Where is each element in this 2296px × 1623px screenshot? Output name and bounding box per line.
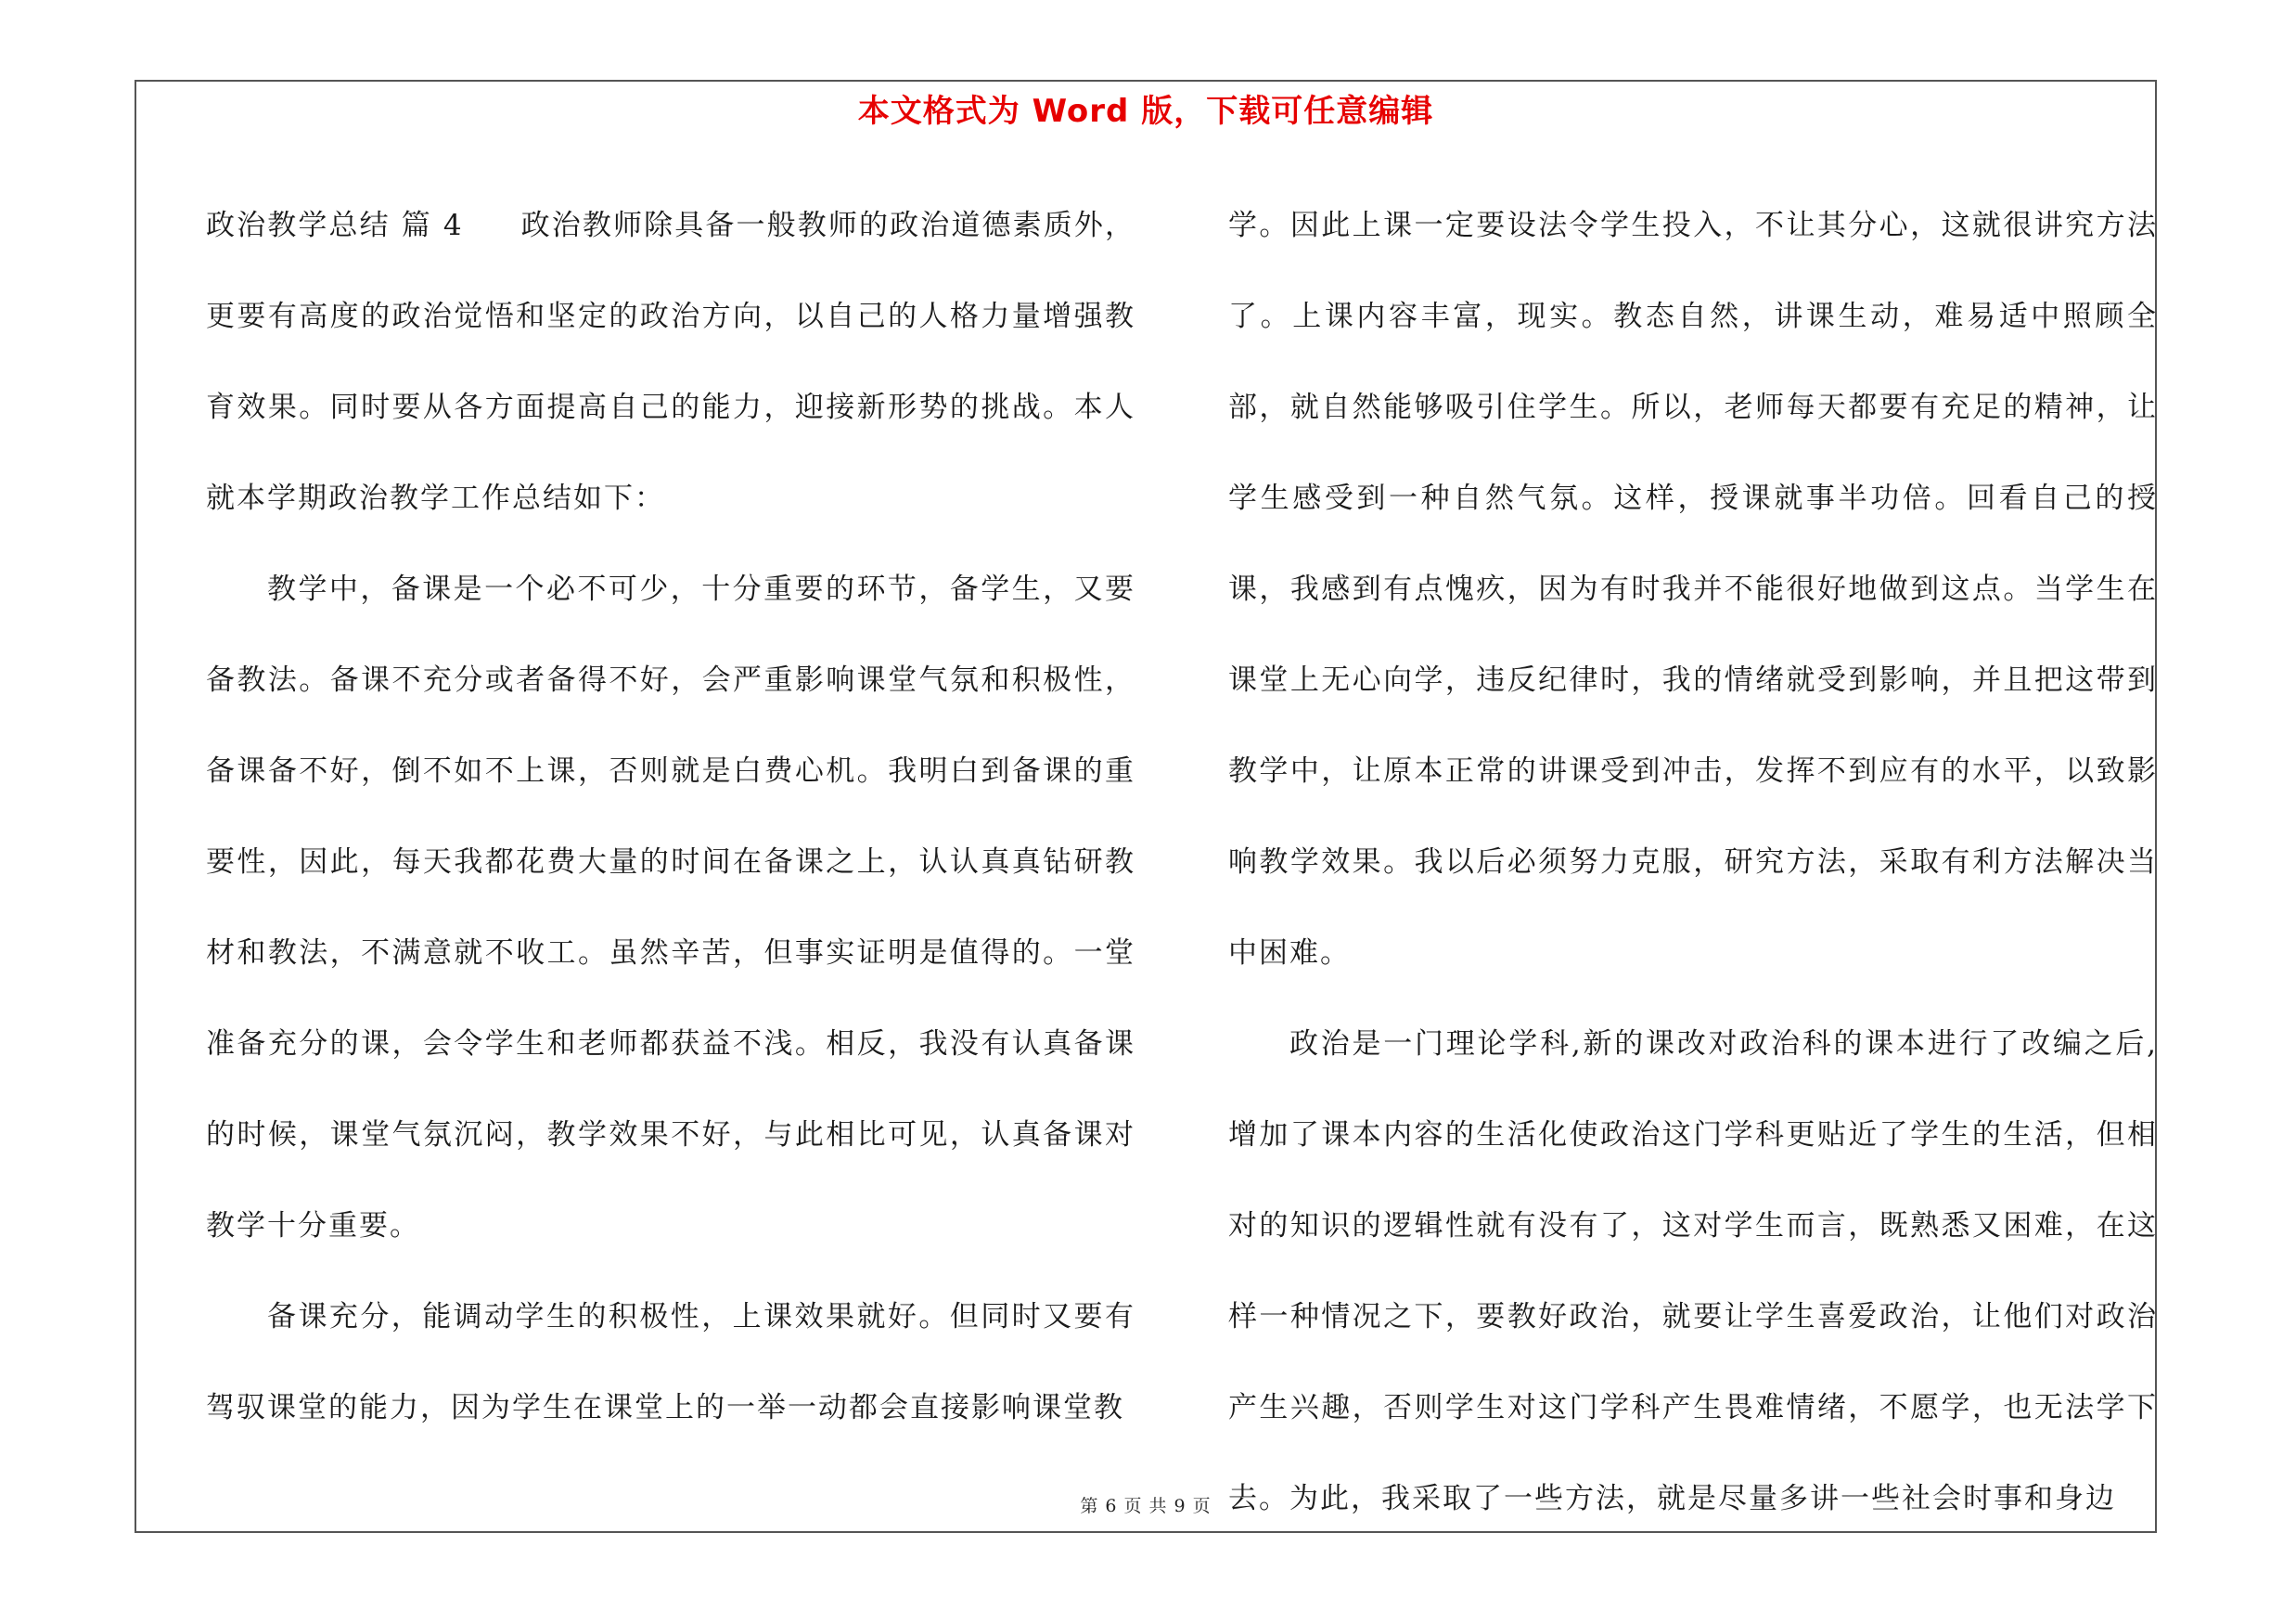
left-column — [206, 180, 1135, 1453]
format-banner: 本文格式为 Word 版，下载可任意编辑 — [857, 93, 1434, 130]
paragraph-classroom-control: 备课充分，能调动学生的积极性，上课效果就好。但同时又要有驾驭课堂的能力，因为学生在课堂上的一举一动都会直接影响课堂教 — [206, 1300, 1135, 1424]
paragraph-curriculum-reform: 政治是一门理论学科,新的课改对政治科的课本进行了改编之后,增加了课本内容的生活化使政治这门学科更贴近了学生的生活，但相对的知识的逻辑性就有没有了，这对学生而言，既熟悉又困难，在这样一种情况之下，要教好政治，就要让学生喜爱政治，让他们对政治产生兴趣，否则学生对这门学科产生畏难情绪，不愿学，也无法学下去。为此，我采取了一些方法，就是尽量多讲一些社会时事和身边 — [1228, 1027, 2158, 1515]
intro-paragraph — [206, 180, 1135, 544]
document-title: 政治教学总结 篇 4 — [206, 209, 464, 242]
page-number: 第 6 页 共 9 页 — [1080, 1496, 1212, 1516]
paragraph-continued: 学。因此上课一定要设法令学生投入，不让其分心，这就很讲究方法了。上课内容丰富，现实。教态自然，讲课生动，难易适中照顾全部，就自然能够吸引住学生。所以，老师每天都要有充足的精神，让学生感受到一种自然气氛。这样，授课就事半功倍。回看自己的授课，我感到有点愧疚，因为有时我并不能很好地做到这点。当学生在课堂上无心向学，违反纪律时，我的情绪就受到影响，并且把这带到教学中，让原本正常的讲课受到冲击，发挥不到应有的水平，以致影响教学效果。我以后必须努力克服，研究方法，采取有利方法解决当中困难。 — [1228, 209, 2158, 970]
paragraph-lesson-prep: 教学中，备课是一个必不可少，十分重要的环节，备学生，又要备教法。备课不充分或者备得不好，会严重影响课堂气氛和积极性，备课备不好，倒不如不上课，否则就是白费心机。我明白到备课的重要性，因此，每天我都花费大量的时间在备课之上，认认真真钻研教材和教法，不满意就不收工。虽然辛苦，但事实证明是值得的。一堂准备充分的课，会令学生和老师都获益不浅。相反，我没有认真备课的时候，课堂气氛沉闷，教学效果不好，与此相比可见，认真备课对教学十分重要。 — [206, 573, 1135, 1243]
right-column — [1228, 180, 2158, 1544]
intro-text: 政治教师除具备一般教师的政治道德素质外，更要有高度的政治觉悟和坚定的政治方向，以自己的人格力量增强教育效果。同时要从各方面提高自己的能力，迎接新形势的挑战。本人就本学期政治教学工作总结如下： — [206, 209, 1136, 515]
